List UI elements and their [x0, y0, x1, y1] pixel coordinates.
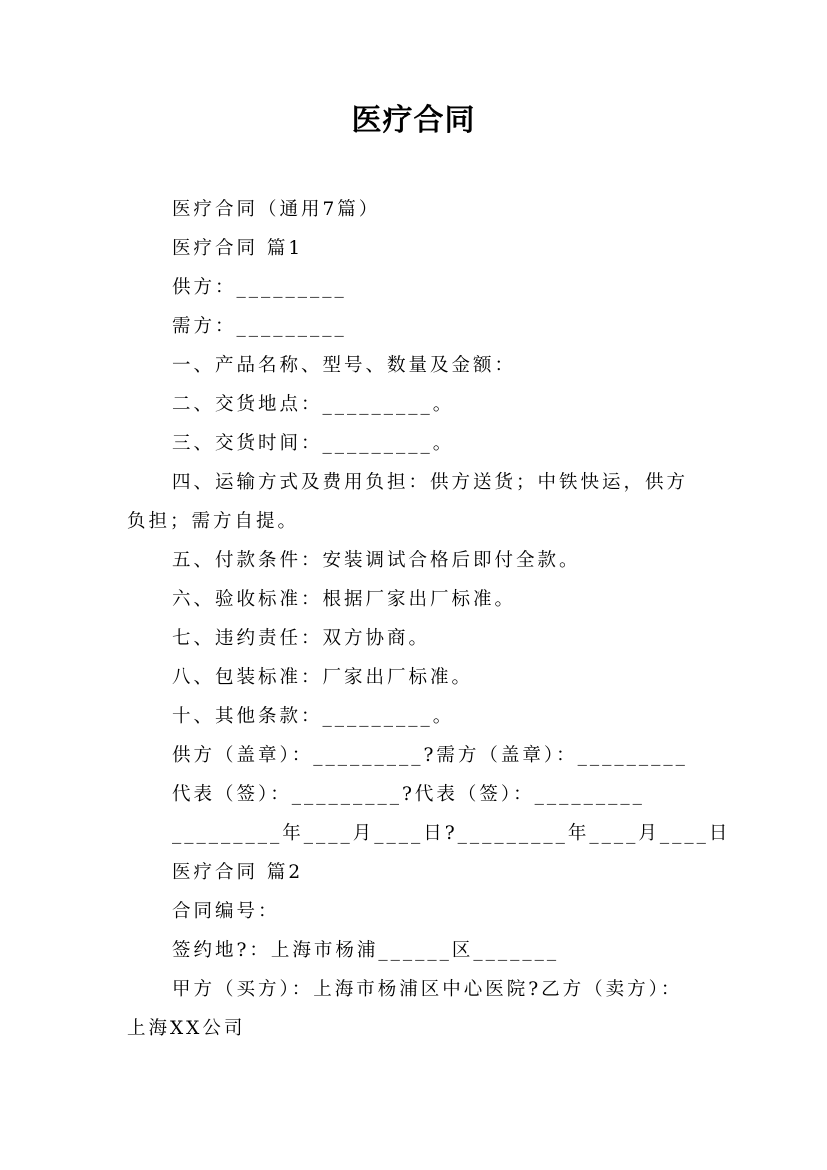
supplier-line: 供方：_________: [172, 277, 347, 298]
signing-place-line: 签约地?：上海市杨浦______区_______: [172, 940, 560, 961]
clause-4-continued: 负担；需方自提。: [127, 511, 300, 532]
parties-line: 甲方（买方）：上海市杨浦区中心医院?乙方（卖方）：: [172, 979, 683, 1000]
clause-10: 十、其他条款：_________。: [172, 706, 455, 727]
clause-1: 一、产品名称、型号、数量及金额：: [172, 355, 517, 376]
clause-6: 六、验收标准：根据厂家出厂标准。: [172, 589, 517, 610]
signature-line: 代表（签）：_________?代表（签）：_________: [172, 784, 645, 805]
section-heading-part-1: 医疗合同 篇1: [172, 238, 304, 259]
section-heading-part-2: 医疗合同 篇2: [172, 862, 304, 883]
buyer-line: 需方：_________: [172, 316, 347, 337]
clause-4: 四、运输方式及费用负担：供方送货；中铁快运，供方: [172, 472, 689, 493]
date-line: _________年____月____日?_________年____月____日: [172, 823, 731, 844]
clause-5: 五、付款条件：安装调试合格后即付全款。: [172, 550, 581, 571]
clause-3: 三、交货时间：_________。: [172, 433, 455, 454]
contract-number-line: 合同编号：: [172, 901, 280, 922]
clause-2: 二、交货地点：_________。: [172, 394, 455, 415]
parties-line-continued: 上海XX公司: [127, 1018, 246, 1039]
seal-line: 供方（盖章）：_________?需方（盖章）：_________: [172, 745, 688, 766]
document-title: 医疗合同: [351, 103, 476, 138]
clause-8: 八、包装标准：厂家出厂标准。: [172, 667, 474, 688]
clause-7: 七、违约责任：双方协商。: [172, 628, 431, 649]
document-subtitle: 医疗合同（通用7篇）: [172, 199, 381, 220]
